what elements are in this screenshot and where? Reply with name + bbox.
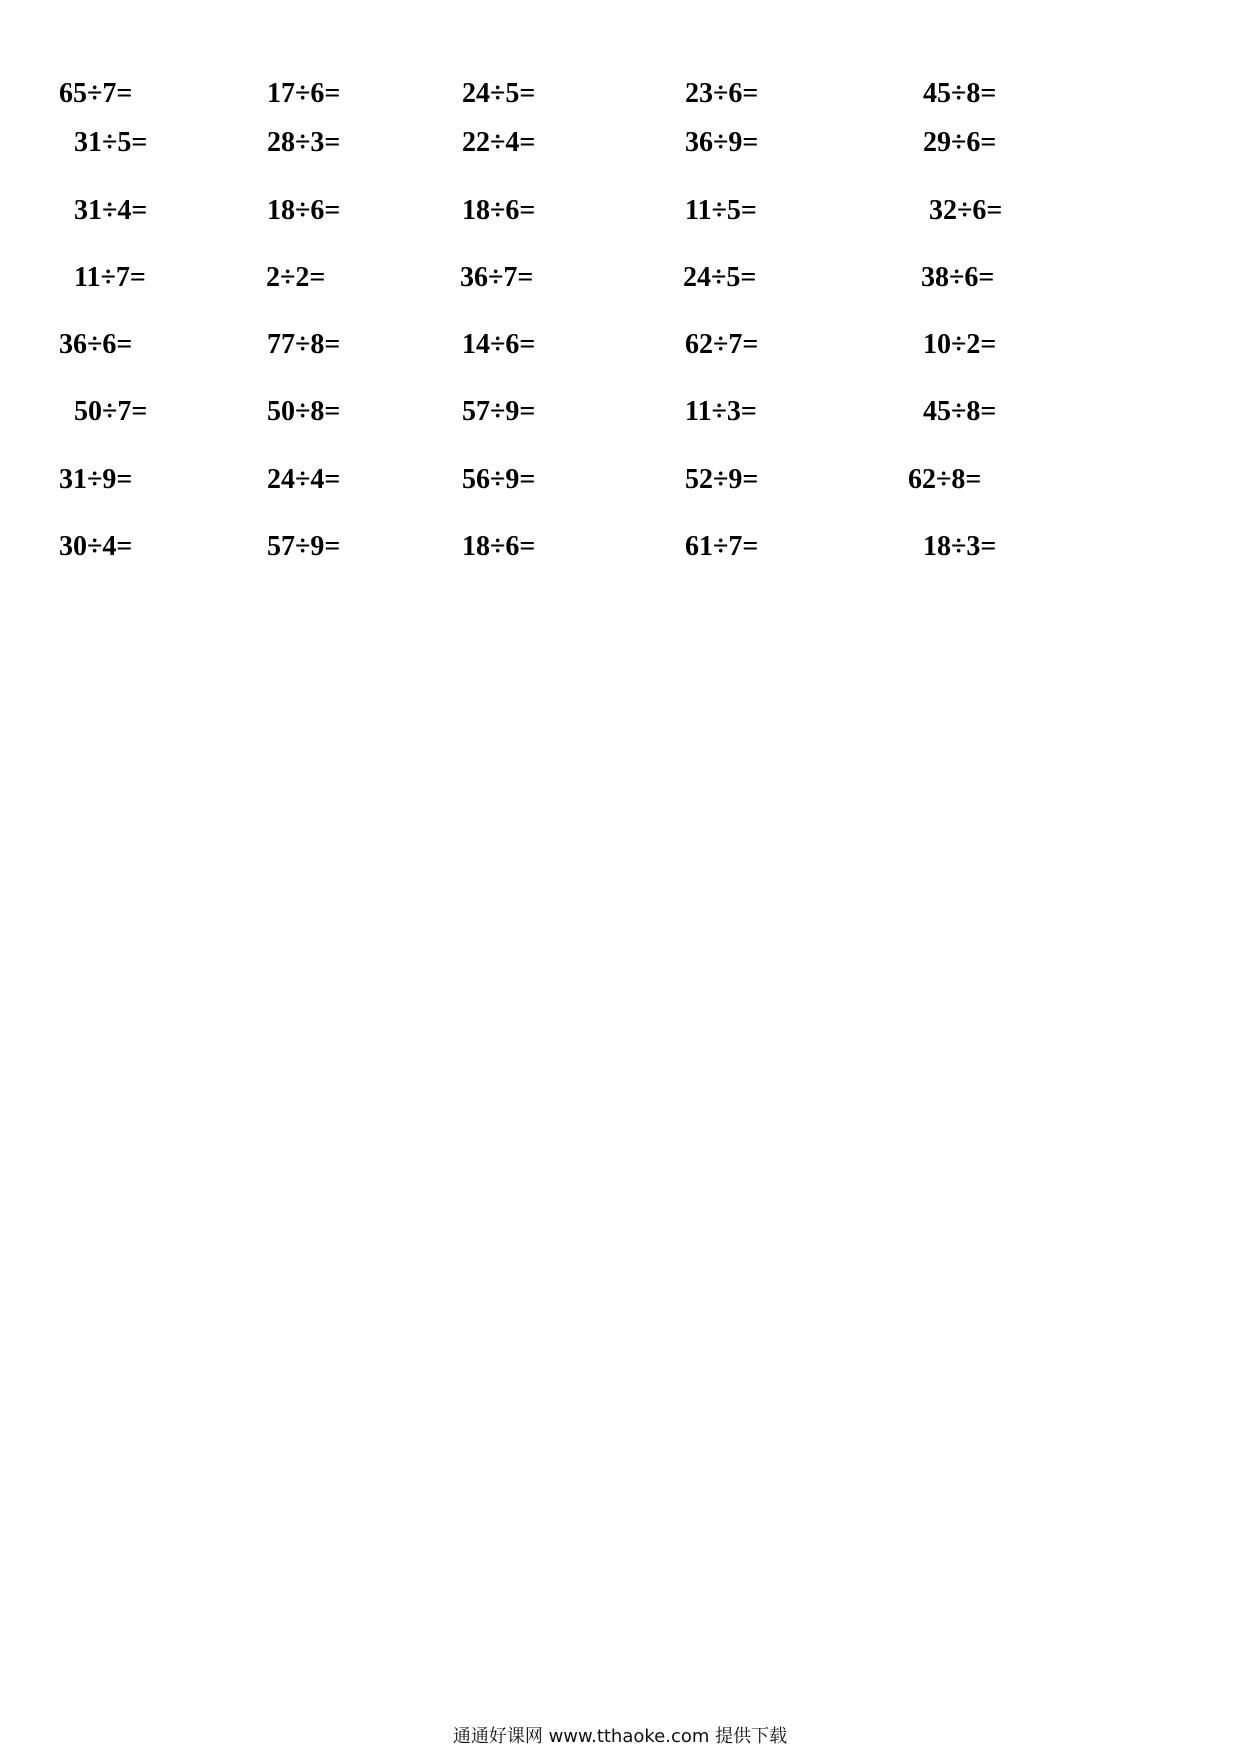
division-problem: 61÷7= xyxy=(685,531,759,562)
division-problem: 50÷7= xyxy=(74,396,148,427)
division-problem: 50÷8= xyxy=(267,396,341,427)
division-problem: 14÷6= xyxy=(462,329,536,360)
division-problem: 11÷7= xyxy=(74,262,146,293)
division-problem: 18÷3= xyxy=(923,531,997,562)
division-problem: 57÷9= xyxy=(462,396,536,427)
division-problem: 36÷9= xyxy=(685,127,759,158)
division-problem: 32÷6= xyxy=(929,195,1003,226)
division-problem: 18÷6= xyxy=(462,531,536,562)
division-problem: 62÷7= xyxy=(685,329,759,360)
division-problem: 30÷4= xyxy=(59,531,133,562)
division-problem: 10÷2= xyxy=(923,329,997,360)
division-problem: 18÷6= xyxy=(462,195,536,226)
division-problem: 36÷7= xyxy=(460,262,534,293)
division-problem: 56÷9= xyxy=(462,464,536,495)
division-problem: 31÷5= xyxy=(74,127,148,158)
division-problem: 57÷9= xyxy=(267,531,341,562)
division-problem: 2÷2= xyxy=(266,262,326,293)
division-problem: 38÷6= xyxy=(921,262,995,293)
division-problem: 52÷9= xyxy=(685,464,759,495)
division-problem: 62÷8= xyxy=(908,464,982,495)
division-problem: 45÷8= xyxy=(923,396,997,427)
division-problem: 29÷6= xyxy=(923,127,997,158)
footer-credit: 通通好课网 www.tthaoke.com 提供下载 xyxy=(452,1726,788,1747)
division-problem: 31÷9= xyxy=(59,464,133,495)
division-problem: 22÷4= xyxy=(462,127,536,158)
division-problem: 36÷6= xyxy=(59,329,133,360)
division-problem: 65÷7= xyxy=(59,78,133,109)
division-problem: 11÷5= xyxy=(685,195,757,226)
division-problem: 28÷3= xyxy=(267,127,341,158)
division-problem: 17÷6= xyxy=(267,78,341,109)
division-problem: 18÷6= xyxy=(267,195,341,226)
division-problem: 24÷5= xyxy=(462,78,536,109)
division-problem: 77÷8= xyxy=(267,329,341,360)
division-problem: 23÷6= xyxy=(685,78,759,109)
division-problem: 31÷4= xyxy=(74,195,148,226)
division-problem: 11÷3= xyxy=(685,396,757,427)
division-problem: 24÷5= xyxy=(683,262,757,293)
division-problem: 45÷8= xyxy=(923,78,997,109)
division-problem: 24÷4= xyxy=(267,464,341,495)
